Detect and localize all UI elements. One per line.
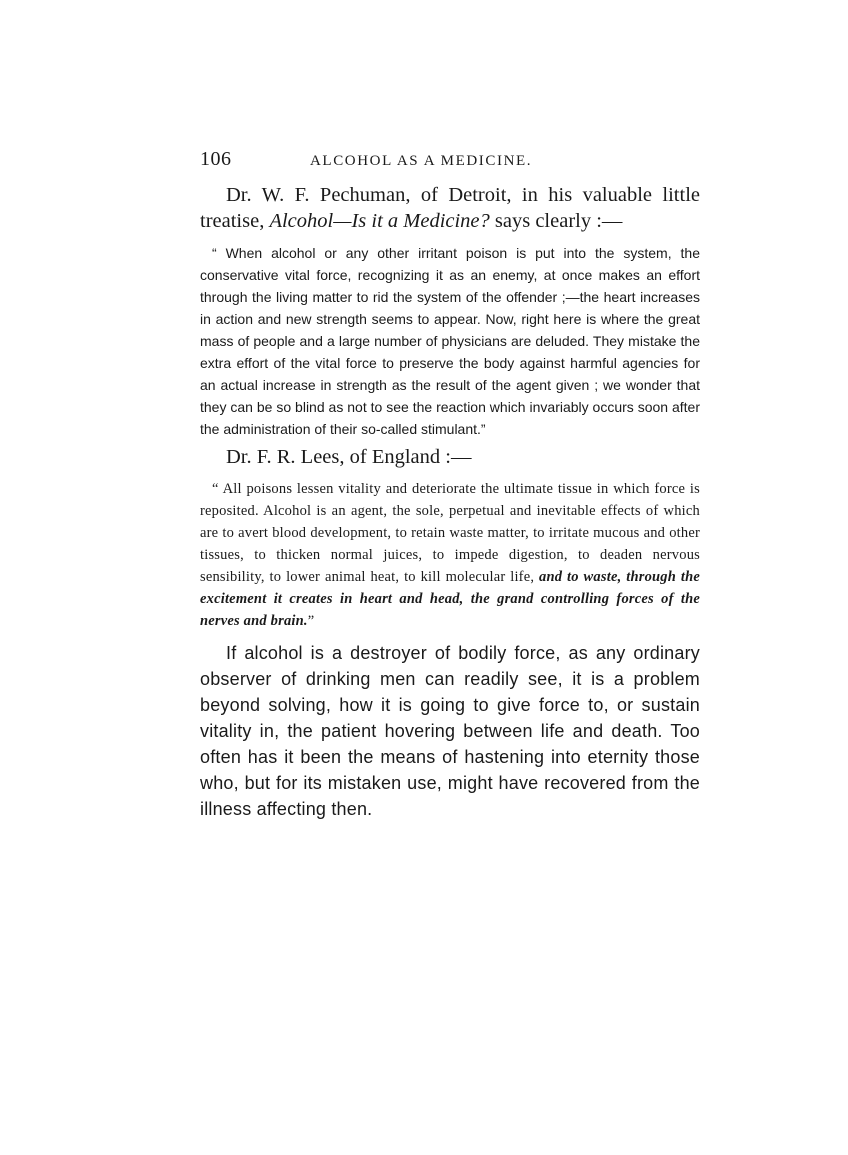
pechuman-tail: says clearly :— <box>489 210 623 232</box>
intro-paragraph-lees: Dr. F. R. Lees, of England :— <box>226 446 472 468</box>
closing-paragraph: If alcohol is a destroyer of bodily force, as any ordinary observer of drinking men can readily see, it is a problem beyond solving, how it is going to give force to, or sustain vitality in, the patient hovering between life and death. Too often has it been the means of hastening into eternity those who, but for its mistaken use, might have recovered from the illness affecting then. <box>200 643 700 819</box>
quote-lees-close: ” <box>307 613 315 629</box>
pechuman-lead: Dr. W. F. Pechuman, of Detroit, in his valuable little treatise, <box>200 184 700 232</box>
quote-lees <box>200 478 700 632</box>
quote-lees-body: “ All poisons lessen vitality and deteriorate the ultimate tissue in which force is reposited. Alcohol is an agent, the sole, perpetual and inevitable effects of which are to avert blood development, to retain waste matter, to irritate mucous and other tissues, to thicken normal juices, to impede digestion, to deaden nervous sensibility, to lower animal heat, to kill molecular life, <box>200 481 700 585</box>
page-number: 106 <box>200 148 232 170</box>
quote-lees-emphasis: and to waste, through the excitement it creates in heart and head, the grand controlling forces of the nerves and brain. <box>200 569 701 629</box>
intro-paragraph-pechuman <box>200 182 700 234</box>
running-title: ALCOHOL AS A MEDICINE. <box>310 153 533 169</box>
quote-pechuman: “ When alcohol or any other irritant poison is put into the system, the conservative vital force, recognizing it as an enemy, at once makes an effort through the living matter to rid the system of the offender ;—the heart increases in action and new strength seems to appear. Now, right here is where the great mass of people and a large number of physicians are deluded. They mistake the extra effort of the vital force to preserve the body against harmful agencies for an actual increase in strength as the result of the agent given ; we wonder that they can be so blind as not to see the reaction which invariably occurs soon after the administration of their so-called stimulant.” <box>200 245 700 437</box>
book-title: Alcohol—Is it a Medicine? <box>269 210 490 232</box>
book-page <box>200 148 700 822</box>
running-head <box>200 148 700 174</box>
